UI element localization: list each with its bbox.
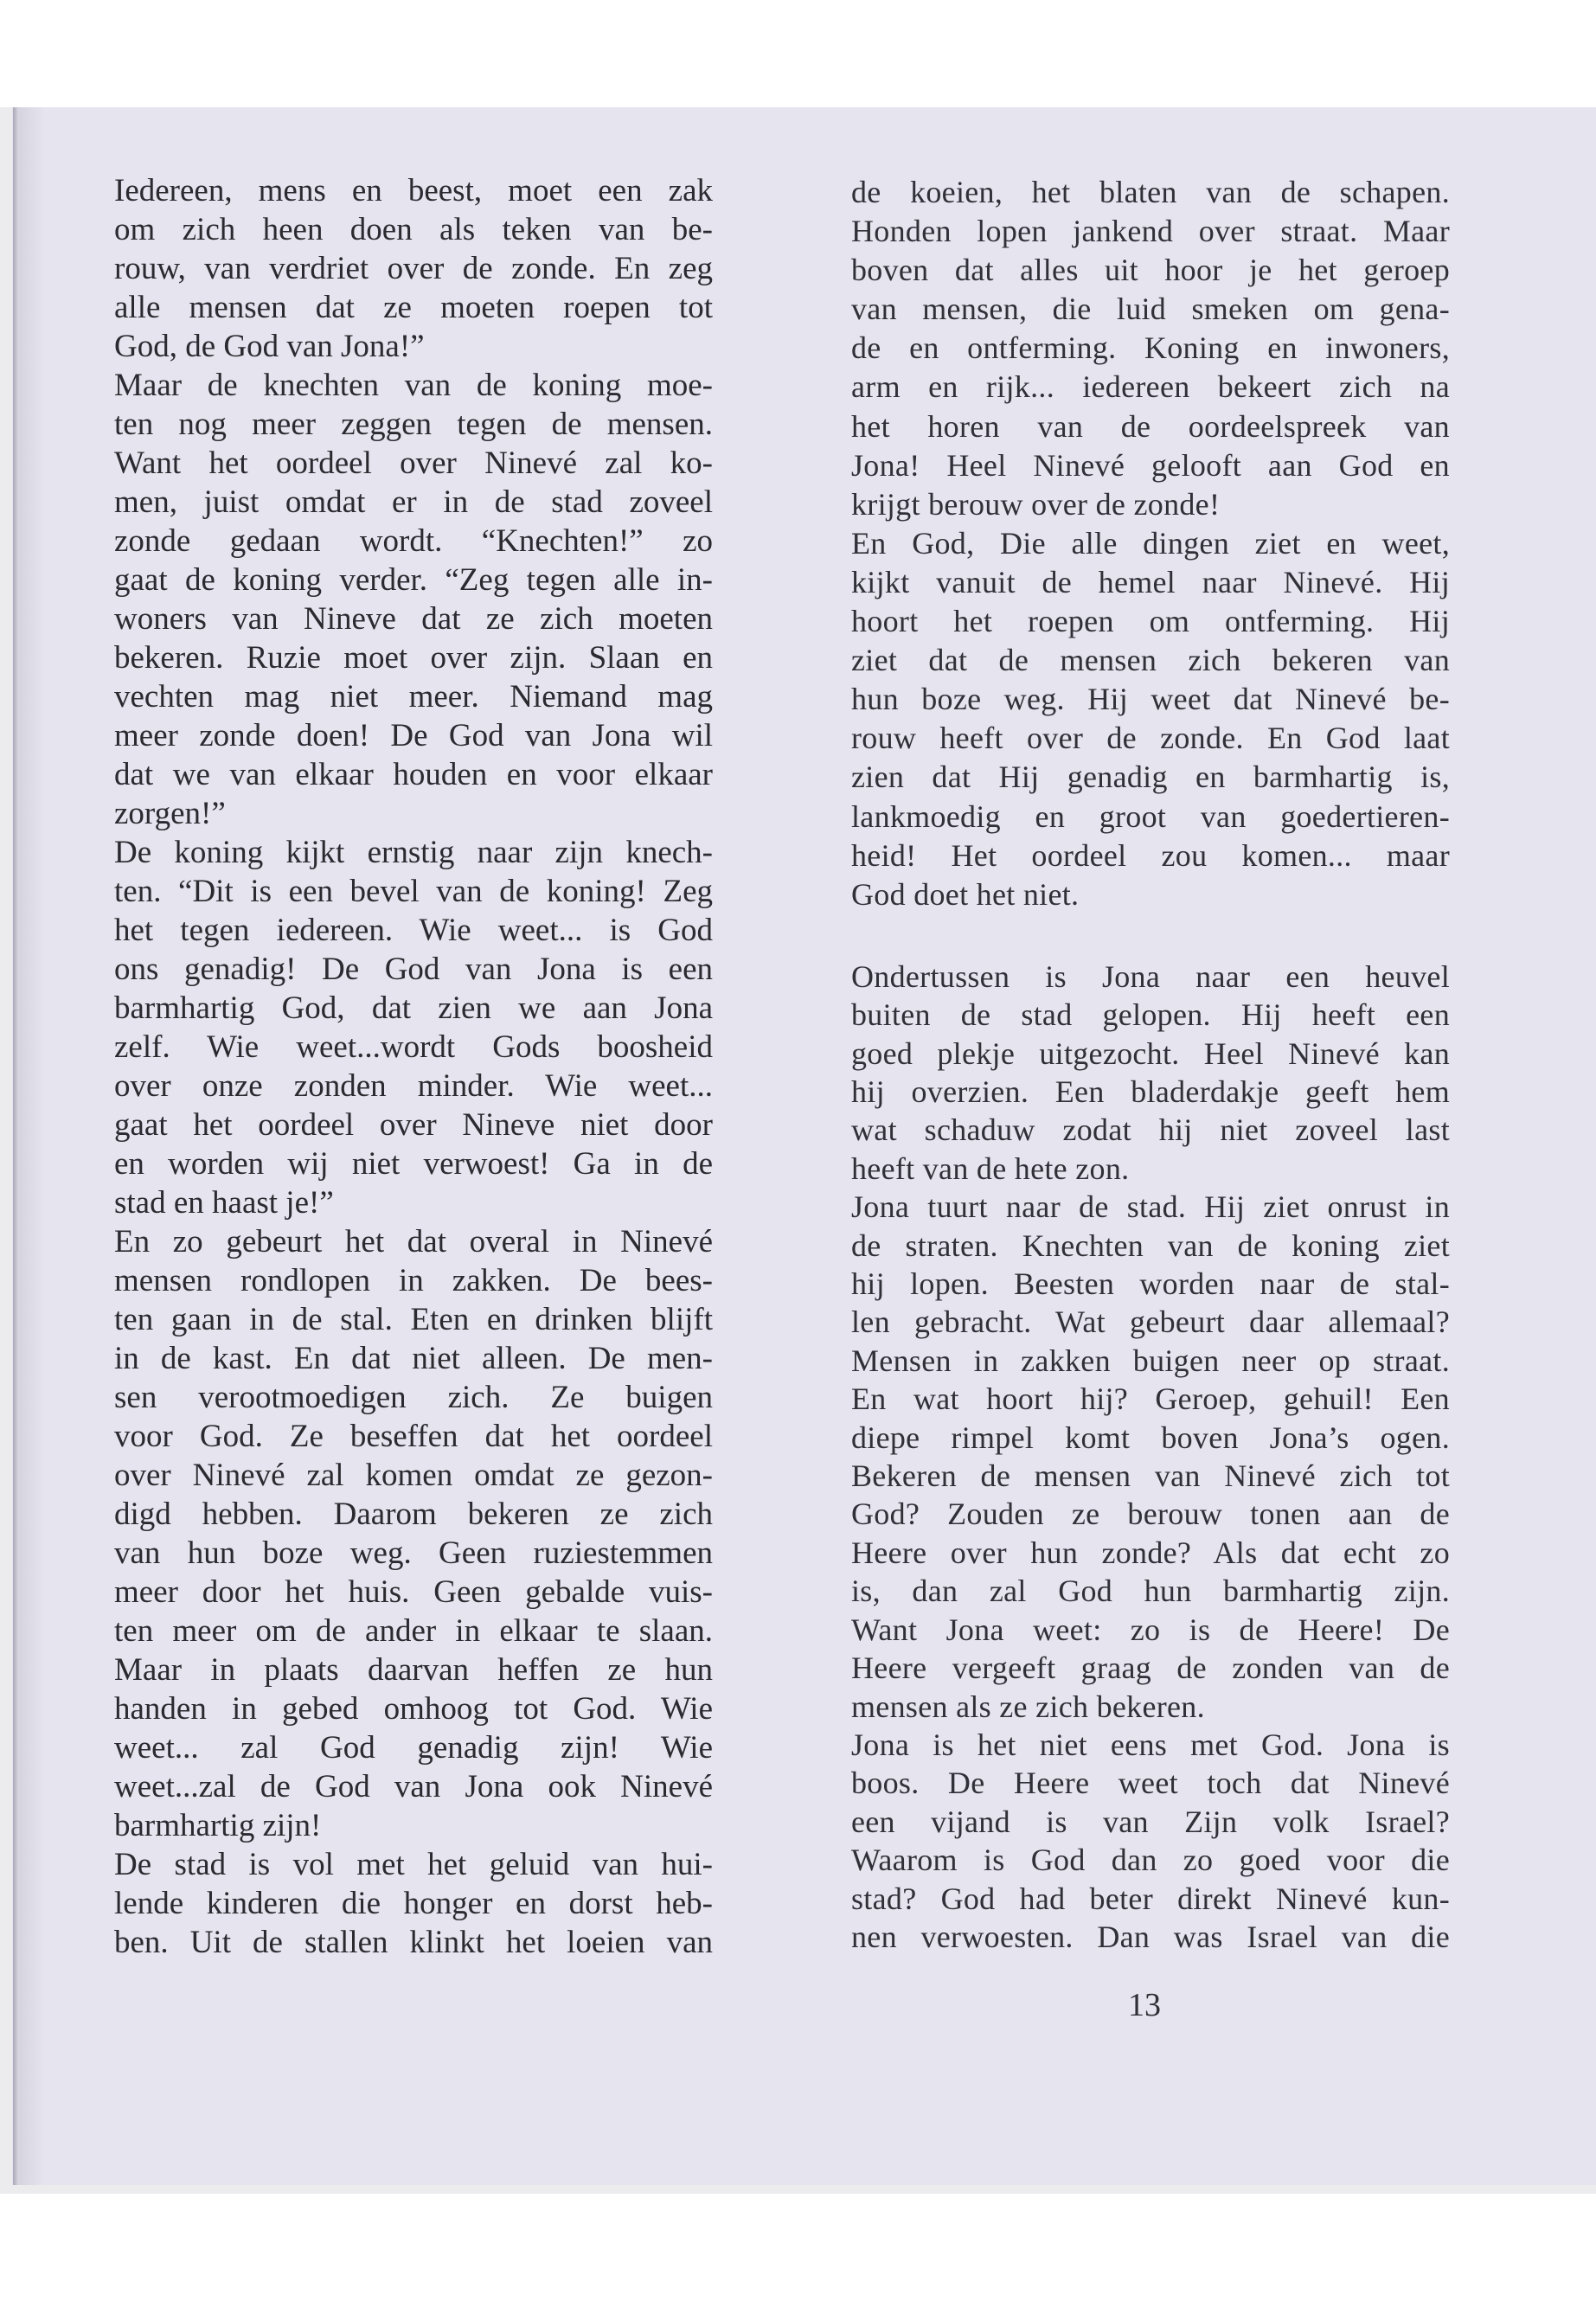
text-line: stad? God had beter direkt Ninevé kun- — [851, 1881, 1450, 1916]
text-line: Ondertussen is Jona naar een heuvel — [851, 958, 1450, 994]
text-line: zien dat Hij genadig en barmhartig is, — [851, 760, 1450, 795]
text-line: De stad is vol met het geluid van hui- — [114, 1847, 713, 1882]
text-line: ten nog meer zeggen tegen de mensen. — [114, 407, 713, 442]
text-line: God? Zouden ze berouw tonen aan de — [851, 1497, 1450, 1532]
text-line: hij overzien. Een bladerdakje geeft hem — [851, 1074, 1450, 1109]
text-section — [851, 173, 1450, 914]
text-line: sen verootmoedigen zich. Ze buigen — [114, 1380, 713, 1415]
text-line: ons genadig! De God van Jona is een — [114, 952, 713, 987]
text-line: Honden lopen jankend over straat. Maar — [851, 214, 1450, 249]
text-line: men, juist omdat er in de stad zoveel — [114, 484, 713, 520]
text-line: stad en haast je!” — [114, 1185, 334, 1221]
paragraph — [114, 171, 713, 366]
text-line: boos. De Heere weet toch dat Ninevé — [851, 1766, 1450, 1801]
text-line: God doet het niet. — [851, 876, 1080, 912]
text-line: van hun boze weg. Geen ruziestemmen — [114, 1535, 713, 1571]
text-line: ten gaan in de stal. Eten en drinken blijft — [114, 1302, 713, 1337]
text-line: vechten mag niet meer. Niemand mag — [114, 679, 713, 715]
text-line: in de kast. En dat niet alleen. De men- — [114, 1341, 713, 1376]
text-line: arm en rijk... iedereen bekeert zich na — [851, 369, 1450, 405]
text-line: een vijand is van Zijn volk Israel? — [851, 1804, 1450, 1839]
text-line: kijkt vanuit de hemel naar Ninevé. Hij — [851, 564, 1450, 599]
text-line: gaat het oordeel over Nineve niet door — [114, 1107, 713, 1143]
text-line: lankmoedig en groot van goedertieren- — [851, 798, 1450, 834]
text-line: meer zonde doen! De God van Jona wil — [114, 718, 713, 753]
text-line: het horen van de oordeelspreek van — [851, 408, 1450, 444]
text-line: Iedereen, mens en beest, moet een zak — [114, 173, 713, 208]
text-line: het tegen iedereen. Wie weet... is God — [114, 913, 713, 948]
text-line: rouw heeft over de zonde. En God laat — [851, 721, 1450, 756]
paragraph — [114, 366, 713, 833]
paragraph — [851, 958, 1450, 1188]
text-line: Waarom is God dan zo goed voor die — [851, 1843, 1450, 1878]
text-line: ten. “Dit is een bevel van de koning! Zeg — [114, 874, 713, 909]
paragraph — [851, 1188, 1450, 1726]
text-line: alle mensen dat ze moeten roepen tot — [114, 290, 713, 325]
text-line: is, dan zal God hun barmhartig zijn. — [851, 1574, 1450, 1609]
text-line: Jona tuurt naar de stad. Hij ziet onrust in — [851, 1189, 1450, 1225]
page-number: 13 — [1128, 1987, 1161, 2023]
text-line: digd hebben. Daarom bekeren ze zich — [114, 1497, 713, 1532]
paragraph — [114, 833, 713, 1222]
text-line: Jona is het niet eens met God. Jona is — [851, 1727, 1450, 1762]
text-line: Maar de knechten van de koning moe- — [114, 368, 713, 403]
text-line: De koning kijkt ernstig naar zijn knech- — [114, 835, 713, 870]
text-line: voor God. Ze beseffen dat het oordeel — [114, 1419, 713, 1454]
text-line: zorgen!” — [114, 796, 226, 831]
text-line: mensen als ze zich bekeren. — [851, 1689, 1205, 1724]
text-line: wat schaduw zodat hij niet zoveel last — [851, 1112, 1450, 1148]
text-line: zonde gedaan wordt. “Knechten!” zo — [114, 523, 713, 559]
text-line: heeft van de hete zon. — [851, 1150, 1130, 1186]
text-line: En zo gebeurt het dat overal in Ninevé — [114, 1224, 713, 1259]
paragraph — [114, 1845, 713, 1962]
text-line: woners van Nineve dat ze zich moeten — [114, 601, 713, 637]
text-line: meer door het huis. Geen gebalde vuis- — [114, 1574, 713, 1610]
text-line: over Ninevé zal komen omdat ze gezon- — [114, 1458, 713, 1493]
text-line: hij lopen. Beesten worden naar de stal- — [851, 1266, 1450, 1302]
left-text-column — [114, 171, 713, 1962]
text-line: God, de God van Jona!” — [114, 329, 425, 364]
text-line: ben. Uit de stallen klinkt het loeien van — [114, 1925, 713, 1960]
text-line: Heere vergeeft graag de zonden van de — [851, 1650, 1450, 1686]
text-section — [851, 958, 1450, 1957]
text-line: mensen rondlopen in zakken. De bees- — [114, 1263, 713, 1298]
text-line: de straten. Knechten van de koning ziet — [851, 1227, 1450, 1263]
right-text-column — [851, 173, 1450, 1956]
text-line: en worden wij niet verwoest! Ga in de — [114, 1146, 713, 1182]
text-line: zelf. Wie weet...wordt Gods boosheid — [114, 1029, 713, 1065]
page-spine-edge — [13, 107, 19, 2185]
text-line: de en ontferming. Koning en inwoners, — [851, 330, 1450, 366]
text-line: diepe rimpel komt boven Jona’s ogen. — [851, 1420, 1450, 1455]
text-line: dat we van elkaar houden en voor elkaar — [114, 757, 713, 792]
text-line: Heere over hun zonde? Als dat echt zo — [851, 1535, 1450, 1570]
paragraph — [114, 1222, 713, 1845]
text-line: len gebracht. Wat gebeurt daar allemaal? — [851, 1304, 1450, 1340]
text-line: En wat hoort hij? Geroep, gehuil! Een — [851, 1381, 1450, 1417]
text-line: hoort het roepen om ontferming. Hij — [851, 604, 1450, 639]
paragraph — [851, 524, 1450, 914]
text-line: van mensen, die luid smeken om gena- — [851, 292, 1450, 327]
text-line: ten meer om de ander in elkaar te slaan. — [114, 1613, 713, 1649]
text-line: Maar in plaats daarvan heffen ze hun — [114, 1652, 713, 1688]
spine-shadow — [19, 107, 45, 2185]
text-line: bekeren. Ruzie moet over zijn. Slaan en — [114, 640, 713, 676]
text-line: handen in gebed omhoog tot God. Wie — [114, 1691, 713, 1727]
text-line: gaat de koning verder. “Zeg tegen alle in- — [114, 562, 713, 598]
text-line: lende kinderen die honger en dorst heb- — [114, 1886, 713, 1921]
text-line: boven dat alles uit hoor je het geroep — [851, 253, 1450, 288]
text-line: nen verwoesten. Dan was Israel van die — [851, 1919, 1450, 1954]
text-line: ziet dat de mensen zich bekeren van — [851, 643, 1450, 678]
text-line: rouw, van verdriet over de zonde. En zeg — [114, 251, 713, 286]
text-line: En God, Die alle dingen ziet en weet, — [851, 525, 1450, 561]
text-line: om zich heen doen als teken van be- — [114, 212, 713, 247]
text-line: Want Jona weet: zo is de Heere! De — [851, 1612, 1450, 1647]
text-line: over onze zonden minder. Wie weet... — [114, 1068, 713, 1104]
text-line: hun boze weg. Hij weet dat Ninevé be- — [851, 682, 1450, 717]
text-line: Want het oordeel over Ninevé zal ko- — [114, 445, 713, 481]
text-line: barmhartig God, dat zien we aan Jona — [114, 990, 713, 1026]
text-line: Jona! Heel Ninevé gelooft aan God en — [851, 447, 1450, 483]
paragraph — [851, 1726, 1450, 1956]
text-line: de koeien, het blaten van de schapen. — [851, 175, 1450, 209]
scan-bottom-edge — [0, 2185, 1596, 2194]
scan-margin — [0, 107, 12, 2185]
text-line: krijgt berouw over de zonde! — [851, 486, 1221, 522]
text-line: weet...zal de God van Jona ook Ninevé — [114, 1769, 713, 1804]
text-line: Bekeren de mensen van Ninevé zich tot — [851, 1458, 1450, 1494]
text-line: heid! Het oordeel zou komen... maar — [851, 837, 1450, 873]
text-line: goed plekje uitgezocht. Heel Ninevé kan — [851, 1035, 1450, 1071]
paragraph — [851, 173, 1450, 524]
text-line: barmhartig zijn! — [114, 1808, 322, 1843]
text-line: buiten de stad gelopen. Hij heeft een — [851, 997, 1450, 1033]
text-line: Mensen in zakken buigen neer op straat. — [851, 1343, 1450, 1378]
text-line: weet... zal God genadig zijn! Wie — [114, 1730, 713, 1766]
